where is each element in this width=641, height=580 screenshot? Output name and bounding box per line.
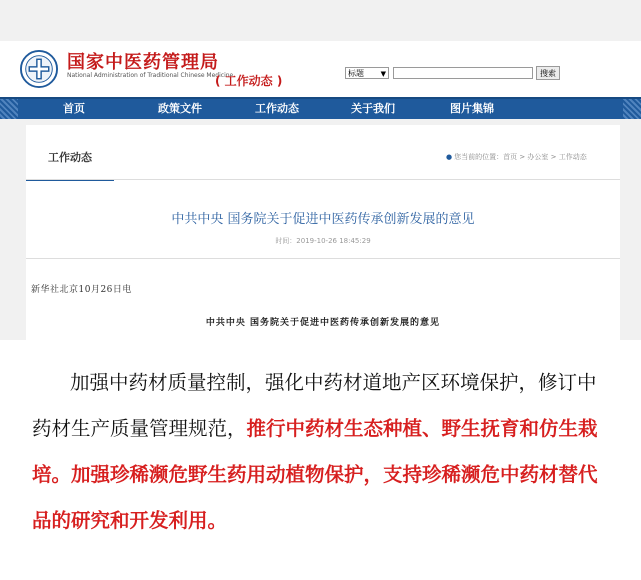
caption-text: 加强中药材质量控制，强化中药材道地产区环境保护，修订中药材生产质量管理规范，: [32, 371, 597, 440]
nav-item-gallery[interactable]: 图片集锦: [450, 102, 494, 115]
quote-caption: [32, 360, 612, 544]
search-button[interactable]: 搜索: [536, 66, 560, 80]
emblem-logo-icon: [20, 50, 58, 88]
nav-item-news[interactable]: 工作动态: [255, 102, 299, 115]
search-input[interactable]: [393, 67, 533, 79]
location-pin-icon: ●: [446, 153, 453, 161]
caption-highlight: 推行中药材生态种植、野生抚育和仿生栽培。加强珍稀濒危野生药用动植物保护，支持珍稀濒危中药材替代品的研究和开发利用。: [32, 417, 598, 532]
main-nav: [0, 97, 641, 119]
tab-work-news[interactable]: 工作动态: [26, 144, 114, 181]
site-title[interactable]: 国家中医药管理局: [67, 52, 219, 73]
article-time: 时间：2019-10-26 18:45:29: [275, 237, 371, 245]
tab-divider: [26, 179, 620, 180]
search-field-select[interactable]: [345, 67, 389, 79]
article-dateline: 新华社北京10月26日电: [31, 285, 132, 295]
nav-item-about[interactable]: 关于我们: [351, 102, 395, 115]
nav-decoration-right: [623, 99, 641, 119]
nav-decoration-left: [0, 99, 18, 119]
article-title: 中共中央 国务院关于促进中医药传承创新发展的意见: [171, 212, 475, 227]
document-title: 中共中央 国务院关于促进中医药传承创新发展的意见: [205, 318, 441, 328]
breadcrumb-text[interactable]: 您当前的位置：首页 > 办公室 > 工作动态: [454, 153, 587, 161]
content-divider: [26, 258, 620, 259]
chevron-down-icon: ▼: [380, 70, 386, 78]
search-select-value: 标题: [348, 69, 364, 78]
breadcrumb: [446, 152, 587, 162]
nav-item-policy[interactable]: 政策文件: [158, 102, 202, 115]
site-subtitle: National Administration of Traditional Chinese Medicine: [67, 72, 234, 79]
nav-item-home[interactable]: 首页: [63, 102, 85, 115]
section-label: ( 工作动态 ): [215, 74, 283, 88]
